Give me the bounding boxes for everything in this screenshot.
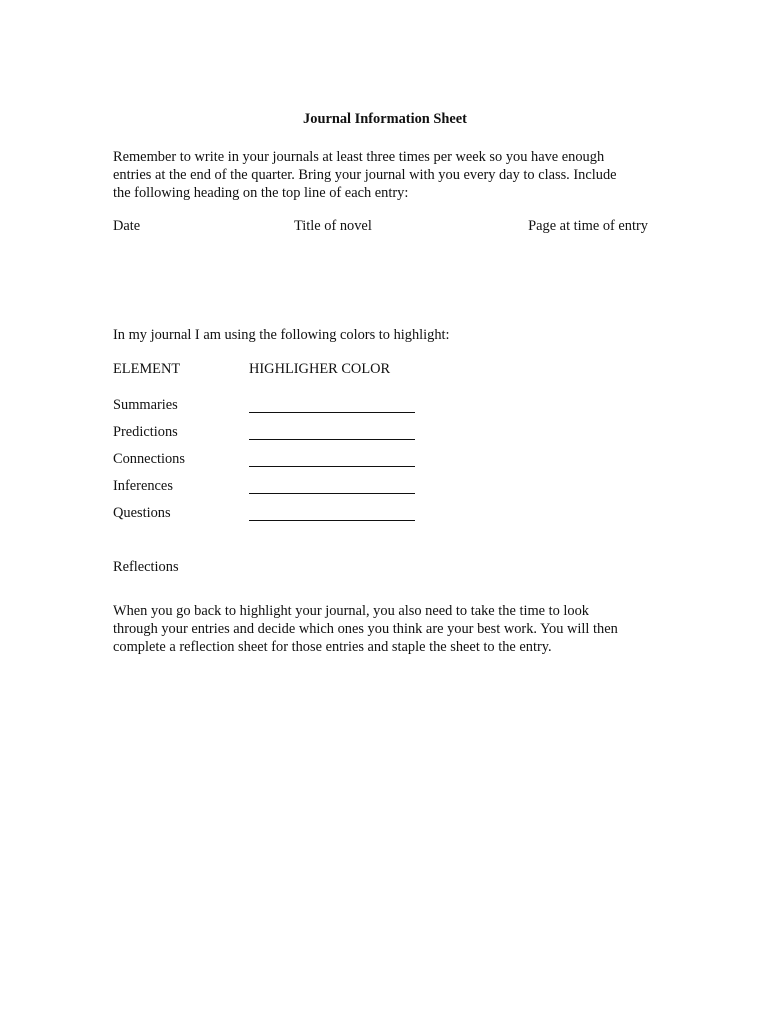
element-row-questions xyxy=(113,505,423,525)
color-column-header: HIGHLIGHER COLOR xyxy=(249,361,391,377)
closing-line: complete a reflection sheet for those entries and staple the sheet to the entry. xyxy=(113,639,552,656)
element-row-inferences xyxy=(113,478,423,498)
closing-paragraph xyxy=(113,602,653,657)
color-blank-line[interactable] xyxy=(249,493,415,494)
intro-paragraph xyxy=(113,148,653,203)
document-title: Journal Information Sheet xyxy=(303,111,467,127)
closing-line: through your entries and decide which ones you think are your best work. You will then xyxy=(113,621,618,638)
intro-line: Remember to write in your journals at least three times per week so you have enough xyxy=(113,149,605,165)
colors-intro: In my journal I am using the following colors to highlight: xyxy=(113,327,450,343)
heading-title-of-novel: Title of novel xyxy=(294,218,372,234)
intro-line: entries at the end of the quarter. Bring your journal with you every day to class. Include xyxy=(113,167,617,184)
entry-heading-row xyxy=(113,218,648,238)
intro-line: the following heading on the top line of each entry: xyxy=(113,185,409,202)
color-blank-line[interactable] xyxy=(249,439,415,440)
color-blank-line[interactable] xyxy=(249,412,415,413)
element-label: Connections xyxy=(113,451,185,467)
element-column-header: ELEMENT xyxy=(113,361,181,377)
heading-date: Date xyxy=(113,218,141,234)
element-label: Inferences xyxy=(113,478,173,494)
element-row-connections xyxy=(113,451,423,471)
element-row-summaries xyxy=(113,397,423,417)
element-label: Questions xyxy=(113,505,171,521)
reflections-heading: Reflections xyxy=(113,559,179,575)
heading-page-at-entry: Page at time of entry xyxy=(528,218,648,234)
closing-line: When you go back to highlight your journal, you also need to take the time to look xyxy=(113,603,589,619)
color-blank-line[interactable] xyxy=(249,520,415,521)
element-row-predictions xyxy=(113,424,423,444)
color-blank-line[interactable] xyxy=(249,466,415,467)
element-label: Predictions xyxy=(113,424,178,440)
element-label: Summaries xyxy=(113,397,178,413)
